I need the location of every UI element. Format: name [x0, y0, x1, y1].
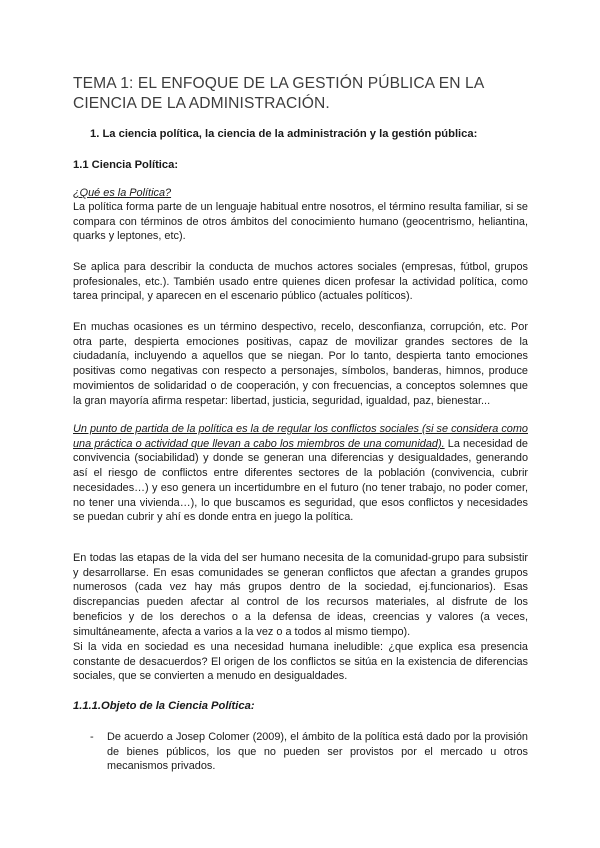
paragraph-6: Si la vida en sociedad es una necesidad humana ineludible: ¿que explica esa presencia constante de desacuerdos? El origen de los conflictos se sitúa en la existencia de diferencias sociales, que se convierten a menudo en desigualdades.: [73, 641, 528, 683]
question-heading: [73, 186, 528, 201]
paragraph-4: [73, 422, 528, 525]
section-heading-1-1: 1.1 Ciencia Política:: [73, 159, 179, 171]
paragraph-1: La política forma parte de un lenguaje habitual entre nosotros, el término resulta familiar, si se compara con términos de otros ámbitos del conocimiento humano (geocentrismo, heliantina, quarks y leptones, etc).: [73, 201, 528, 243]
section-heading-1: 1. La ciencia política, la ciencia de la administración y la gestión pública:: [90, 128, 478, 140]
question-text: ¿Qué es la Política?: [73, 187, 172, 199]
page-title: TEMA 1: EL ENFOQUE DE LA GESTIÓN PÚBLICA EN LA CIENCIA DE LA ADMINISTRACIÓN.: [73, 75, 484, 112]
paragraph-4-underlined: Un punto de partida de la política es la de regular los conflictos sociales (si se considera como una práctica o actividad que llevan a cabo los miembros de una comunidad).: [73, 423, 528, 450]
paragraph-2: Se aplica para describir la conducta de muchos actores sociales (empresas, fútbol, grupos profesionales, etc.). También usado entre quienes dicen profesar la actividad política, como tarea principal, y aparecen en el escenario público (actuales políticos).: [73, 261, 528, 303]
section-heading-1-1-1: 1.1.1.Objeto de la Ciencia Política:: [73, 700, 255, 712]
bullet-marker: -: [90, 731, 94, 743]
bullet-item-1: De acuerdo a Josep Colomer (2009), el ámbito de la política está dado por la provisión de bienes públicos, los que no pueden ser provistos por el mercado u otros mecanismos privados.: [107, 731, 528, 773]
paragraph-3: En muchas ocasiones es un término despectivo, recelo, desconfianza, corrupción, etc. Por otra parte, despierta emociones positivas, capaz de movilizar grandes sectores de la ciudadanía, incluyendo a aquellos que se niegan. Por lo tanto, despierta tanto emociones positivas como negativas con respecto a personajes, símbolos, banderas, himnos, produce movimientos de solidaridad o de cooperación, y con frecuencias, a conceptos solemnes que la gran mayoría afirma respetar: libertad, justicia, seguridad, igualdad, paz, bienestar...: [73, 321, 528, 407]
paragraph-5: En todas las etapas de la vida del ser humano necesita de la comunidad-grupo para subsistir y desarrollarse. En esas comunidades se generan conflictos que afectan a grandes grupos numerosos (cada vez hay más grupos dentro de la sociedad, ej.funcionarios). Esas discrepancias pueden afectar al control de los recursos materiales, al disfrute de los beneficios y de los derechos o a la defensa de ideas, creencias y valores (a veces, simultáneamente, afecta a varios a la vez o a todos al mismo tiempo).: [73, 552, 528, 638]
paragraph-4-rest: La necesidad de convivencia (sociabilidad) y donde se generan una diferencias y desigualdades, generando así el riesgo de conflictos entre diferentes sectores de la población (convivencia, cubrir necesidades…) y eso genera un incertidumbre en el futuro (no tener trabajo, no poder comer, no tener una vivienda…), lo que buscamos es seguridad, que esos conflictos y necesidades se puedan cubrir y ahí es donde entra en juego la política.: [73, 437, 528, 524]
